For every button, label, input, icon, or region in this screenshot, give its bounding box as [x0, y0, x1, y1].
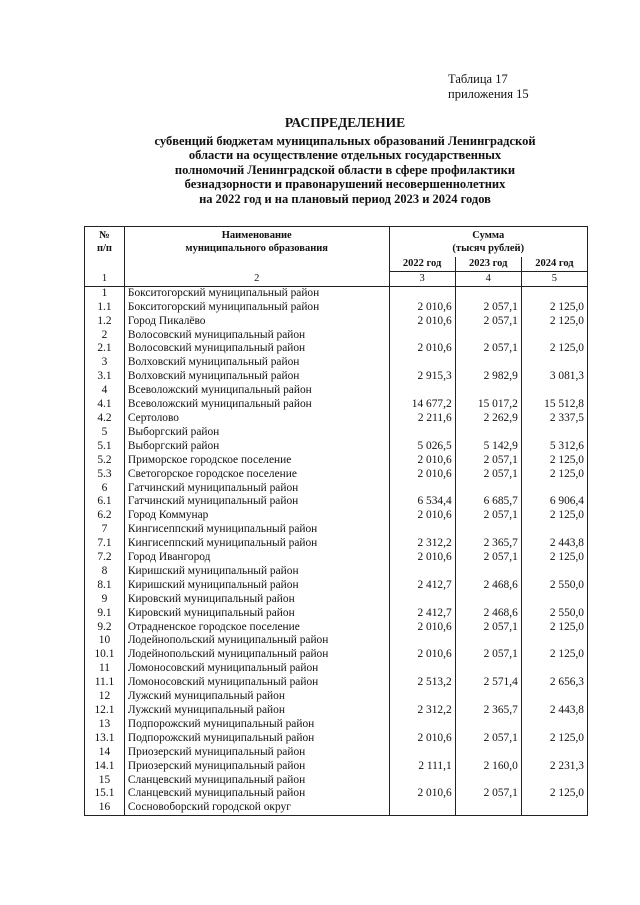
municipality-name: Волосовский муниципальный район [124, 329, 389, 343]
amount-2024: 2 125,0 [521, 454, 587, 468]
header-name-line2: муниципального образования [185, 243, 328, 254]
amount-2023: 2 057,1 [455, 342, 521, 356]
amount-2024 [521, 384, 587, 398]
municipality-name: Гатчинский муниципальный район [124, 495, 389, 509]
municipality-name: Сертолово [124, 412, 389, 426]
amount-2022: 2 010,6 [389, 621, 455, 635]
header-sum-line2: (тысяч рублей) [452, 243, 525, 254]
municipality-name: Бокситогорский муниципальный район [124, 301, 389, 315]
municipality-name: Кингисеппский муниципальный район [124, 537, 389, 551]
table-row [85, 426, 588, 440]
amount-2024: 2 125,0 [521, 468, 587, 482]
row-number: 16 [85, 801, 125, 815]
table-row [85, 732, 588, 746]
municipality-name: Всеволожский муниципальный район [124, 384, 389, 398]
row-number: 2.1 [85, 342, 125, 356]
amount-2023: 2 262,9 [455, 412, 521, 426]
municipality-name: Волосовский муниципальный район [124, 342, 389, 356]
header-number-abbr: п/п [96, 243, 112, 254]
amount-2024 [521, 286, 587, 300]
table-caption [448, 72, 529, 102]
row-number: 9.1 [85, 607, 125, 621]
amount-2022: 2 010,6 [389, 468, 455, 482]
municipality-name: Подпорожский муниципальный район [124, 718, 389, 732]
amount-2022 [389, 718, 455, 732]
amount-2022 [389, 286, 455, 300]
amount-2024: 6 906,4 [521, 495, 587, 509]
table-row [85, 482, 588, 496]
municipality-name: Лодейнопольский муниципальный район [124, 648, 389, 662]
municipality-name: Приморское городское поселение [124, 454, 389, 468]
municipality-name: Волховский муниципальный район [124, 370, 389, 384]
header-year-2023: 2023 год [455, 257, 521, 271]
row-number: 4 [85, 384, 125, 398]
amount-2022: 2 010,6 [389, 509, 455, 523]
amount-2024 [521, 523, 587, 537]
amount-2023 [455, 356, 521, 370]
row-number: 6.2 [85, 509, 125, 523]
amount-2022: 2 010,6 [389, 551, 455, 565]
amount-2022 [389, 482, 455, 496]
amount-2022 [389, 690, 455, 704]
municipality-name: Приозерский муниципальный район [124, 760, 389, 774]
table-row [85, 704, 588, 718]
amount-2024: 2 125,0 [521, 648, 587, 662]
amount-2024 [521, 746, 587, 760]
table-row [85, 468, 588, 482]
row-number: 5.3 [85, 468, 125, 482]
row-number: 7.2 [85, 551, 125, 565]
header-sum-line1: Сумма [472, 230, 505, 241]
amount-2023: 6 685,7 [455, 495, 521, 509]
amount-2023 [455, 746, 521, 760]
amount-2024 [521, 774, 587, 788]
row-number: 1.1 [85, 301, 125, 315]
row-number: 11 [85, 662, 125, 676]
amount-2023: 2 571,4 [455, 676, 521, 690]
amount-2022: 5 026,5 [389, 440, 455, 454]
amount-2023: 2 160,0 [455, 760, 521, 774]
table-header [85, 227, 588, 287]
row-number: 2 [85, 329, 125, 343]
table-row [85, 634, 588, 648]
amount-2024 [521, 593, 587, 607]
table-row [85, 412, 588, 426]
municipality-name: Приозерский муниципальный район [124, 746, 389, 760]
table-row [85, 440, 588, 454]
municipality-name: Кингисеппский муниципальный район [124, 523, 389, 537]
amount-2023 [455, 662, 521, 676]
amount-2022: 2 010,6 [389, 342, 455, 356]
table-row [85, 774, 588, 788]
amount-2024: 2 337,5 [521, 412, 587, 426]
row-number: 12.1 [85, 704, 125, 718]
amount-2024 [521, 634, 587, 648]
amount-2022: 2 312,2 [389, 537, 455, 551]
amount-2023 [455, 523, 521, 537]
table-row [85, 537, 588, 551]
amount-2022: 2 412,7 [389, 579, 455, 593]
amount-2023: 2 057,1 [455, 454, 521, 468]
amount-2023: 2 057,1 [455, 509, 521, 523]
row-number: 8 [85, 565, 125, 579]
municipality-name: Город Коммунар [124, 509, 389, 523]
header-sum [389, 227, 588, 258]
municipality-name: Всеволожский муниципальный район [124, 398, 389, 412]
amount-2022: 2 010,6 [389, 315, 455, 329]
amount-2022 [389, 565, 455, 579]
amount-2023: 5 142,9 [455, 440, 521, 454]
header-name [124, 227, 389, 272]
amount-2023: 2 468,6 [455, 579, 521, 593]
amount-2023 [455, 482, 521, 496]
municipality-name: Сланцевский муниципальный район [124, 787, 389, 801]
amount-2022 [389, 329, 455, 343]
title-line: полномочий Ленинградской области в сфере профилактики [174, 162, 516, 177]
table-row [85, 676, 588, 690]
document-title [60, 116, 630, 207]
amount-2023: 2 057,1 [455, 621, 521, 635]
municipality-name: Город Пикалёво [124, 315, 389, 329]
amount-2024: 2 125,0 [521, 342, 587, 356]
table-row [85, 370, 588, 384]
amount-2022 [389, 662, 455, 676]
municipality-name: Выборгский район [124, 440, 389, 454]
row-number: 7.1 [85, 537, 125, 551]
header-name-line1: Наименование [221, 230, 292, 241]
title-line: субвенций бюджетам муниципальных образований Ленинградской [154, 133, 536, 148]
amount-2023: 2 365,7 [455, 537, 521, 551]
table-row [85, 286, 588, 300]
municipality-name: Ломоносовский муниципальный район [124, 662, 389, 676]
amount-2022 [389, 746, 455, 760]
amount-2023 [455, 774, 521, 788]
municipality-name: Подпорожский муниципальный район [124, 732, 389, 746]
amount-2022: 6 534,4 [389, 495, 455, 509]
table-row [85, 301, 588, 315]
table-row [85, 342, 588, 356]
table-row [85, 621, 588, 635]
amount-2022: 2 312,2 [389, 704, 455, 718]
table-body [85, 286, 588, 815]
column-index: 5 [521, 271, 587, 286]
table-row [85, 593, 588, 607]
amount-2023 [455, 286, 521, 300]
table-row [85, 648, 588, 662]
amount-2024: 5 312,6 [521, 440, 587, 454]
amount-2024: 3 081,3 [521, 370, 587, 384]
table-row [85, 718, 588, 732]
table-row [85, 454, 588, 468]
table-row [85, 523, 588, 537]
amount-2023 [455, 565, 521, 579]
amount-2023: 2 057,1 [455, 648, 521, 662]
row-number: 12 [85, 690, 125, 704]
municipality-name: Ломоносовский муниципальный район [124, 676, 389, 690]
amount-2022: 2 513,2 [389, 676, 455, 690]
table-row [85, 495, 588, 509]
amount-2024 [521, 690, 587, 704]
row-number: 13.1 [85, 732, 125, 746]
table-row [85, 607, 588, 621]
amount-2023 [455, 718, 521, 732]
row-number: 1.2 [85, 315, 125, 329]
row-number: 14 [85, 746, 125, 760]
table-row [85, 509, 588, 523]
amount-2023: 2 365,7 [455, 704, 521, 718]
municipality-name: Гатчинский муниципальный район [124, 482, 389, 496]
title-line: на 2022 год и на плановый период 2023 и 2024 годов [199, 191, 491, 206]
amount-2023 [455, 634, 521, 648]
amount-2022: 14 677,2 [389, 398, 455, 412]
amount-2022: 2 010,6 [389, 787, 455, 801]
row-number: 8.1 [85, 579, 125, 593]
row-number: 10 [85, 634, 125, 648]
amount-2022: 2 915,3 [389, 370, 455, 384]
header-year-2022: 2022 год [389, 257, 455, 271]
municipality-name: Выборгский район [124, 426, 389, 440]
amount-2022 [389, 801, 455, 815]
amount-2023 [455, 384, 521, 398]
amount-2023 [455, 690, 521, 704]
amount-2024 [521, 426, 587, 440]
column-index: 2 [124, 271, 389, 286]
amount-2022: 2 010,6 [389, 732, 455, 746]
row-number: 9.2 [85, 621, 125, 635]
amount-2022: 2 010,6 [389, 454, 455, 468]
municipality-name: Волховский муниципальный район [124, 356, 389, 370]
amount-2022 [389, 774, 455, 788]
amount-2022 [389, 634, 455, 648]
amount-2023 [455, 801, 521, 815]
table-row [85, 760, 588, 774]
amount-2023: 2 057,1 [455, 301, 521, 315]
amount-2024: 2 125,0 [521, 551, 587, 565]
table-row [85, 398, 588, 412]
table-row [85, 801, 588, 815]
column-index: 4 [455, 271, 521, 286]
amount-2024: 15 512,8 [521, 398, 587, 412]
row-number: 11.1 [85, 676, 125, 690]
table-row [85, 662, 588, 676]
amount-2024: 2 125,0 [521, 787, 587, 801]
municipality-name: Сосновоборский городской округ [124, 801, 389, 815]
amount-2022: 2 111,1 [389, 760, 455, 774]
caption-appendix: приложения 15 [448, 87, 529, 101]
municipality-name: Светогорское городское поселение [124, 468, 389, 482]
row-number: 3 [85, 356, 125, 370]
row-number: 3.1 [85, 370, 125, 384]
row-number: 5.1 [85, 440, 125, 454]
column-index: 3 [389, 271, 455, 286]
municipality-name: Сланцевский муниципальный район [124, 774, 389, 788]
title-line: безнадзорности и правонарушений несовершеннолетних [184, 177, 506, 192]
amount-2023: 2 057,1 [455, 732, 521, 746]
row-number: 5 [85, 426, 125, 440]
amount-2023 [455, 426, 521, 440]
row-number: 6 [85, 482, 125, 496]
amount-2024: 2 550,0 [521, 607, 587, 621]
table-row [85, 579, 588, 593]
amount-2022 [389, 384, 455, 398]
amount-2022 [389, 426, 455, 440]
amount-2024: 2 231,3 [521, 760, 587, 774]
municipality-name: Отрадненское городское поселение [124, 621, 389, 635]
table-row [85, 356, 588, 370]
amount-2022: 2 412,7 [389, 607, 455, 621]
row-number: 6.1 [85, 495, 125, 509]
table-row [85, 315, 588, 329]
amount-2023: 2 057,1 [455, 787, 521, 801]
amount-2023: 2 057,1 [455, 468, 521, 482]
amount-2023 [455, 593, 521, 607]
amount-2024 [521, 718, 587, 732]
municipality-name: Кировский муниципальный район [124, 607, 389, 621]
row-number: 9 [85, 593, 125, 607]
amount-2024 [521, 565, 587, 579]
row-number: 10.1 [85, 648, 125, 662]
amount-2024: 2 443,8 [521, 537, 587, 551]
municipality-name: Лужский муниципальный район [124, 704, 389, 718]
municipality-name: Киришский муниципальный район [124, 579, 389, 593]
amount-2023 [455, 329, 521, 343]
amount-2022: 2 211,6 [389, 412, 455, 426]
table-row [85, 551, 588, 565]
municipality-name: Кировский муниципальный район [124, 593, 389, 607]
amount-2024: 2 125,0 [521, 732, 587, 746]
amount-2023: 15 017,2 [455, 398, 521, 412]
amount-2024 [521, 356, 587, 370]
amount-2022: 2 010,6 [389, 301, 455, 315]
amount-2024: 2 550,0 [521, 579, 587, 593]
caption-table-number: Таблица 17 [448, 72, 508, 86]
amount-2023: 2 982,9 [455, 370, 521, 384]
table-row [85, 565, 588, 579]
row-number: 15 [85, 774, 125, 788]
column-index: 1 [85, 271, 125, 286]
title-line: области на осуществление отдельных государственных [188, 148, 502, 163]
distribution-table [84, 226, 588, 816]
row-number: 5.2 [85, 454, 125, 468]
amount-2024: 2 125,0 [521, 509, 587, 523]
row-number: 15.1 [85, 787, 125, 801]
header-number-sign: № [99, 230, 110, 241]
amount-2022 [389, 523, 455, 537]
amount-2022: 2 010,6 [389, 648, 455, 662]
amount-2023: 2 057,1 [455, 551, 521, 565]
table-row [85, 746, 588, 760]
row-number: 4.2 [85, 412, 125, 426]
amount-2022 [389, 356, 455, 370]
municipality-name: Город Ивангород [124, 551, 389, 565]
amount-2024: 2 443,8 [521, 704, 587, 718]
amount-2024: 2 656,3 [521, 676, 587, 690]
amount-2024: 2 125,0 [521, 301, 587, 315]
amount-2022 [389, 593, 455, 607]
amount-2024 [521, 482, 587, 496]
municipality-name: Лужский муниципальный район [124, 690, 389, 704]
table-row [85, 329, 588, 343]
table-row [85, 384, 588, 398]
row-number: 7 [85, 523, 125, 537]
amount-2024: 2 125,0 [521, 315, 587, 329]
amount-2023: 2 057,1 [455, 315, 521, 329]
header-year-2024: 2024 год [521, 257, 587, 271]
table-row [85, 787, 588, 801]
municipality-name: Лодейнопольский муниципальный район [124, 634, 389, 648]
table-row [85, 690, 588, 704]
title-heading: РАСПРЕДЕЛЕНИЕ [284, 115, 406, 130]
amount-2024: 2 125,0 [521, 621, 587, 635]
municipality-name: Киришский муниципальный район [124, 565, 389, 579]
amount-2024 [521, 801, 587, 815]
row-number: 13 [85, 718, 125, 732]
row-number: 14.1 [85, 760, 125, 774]
header-number [85, 227, 125, 272]
row-number: 4.1 [85, 398, 125, 412]
municipality-name: Бокситогорский муниципальный район [124, 286, 389, 300]
amount-2024 [521, 662, 587, 676]
row-number: 1 [85, 286, 125, 300]
amount-2023: 2 468,6 [455, 607, 521, 621]
amount-2024 [521, 329, 587, 343]
